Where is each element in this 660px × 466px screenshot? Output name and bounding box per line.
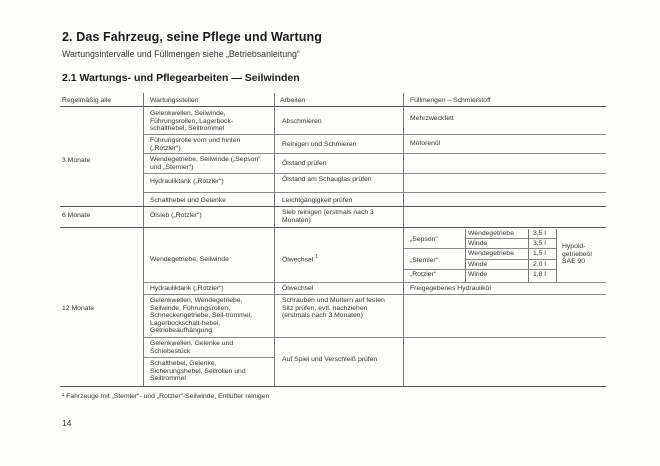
make-sepson: „Sepson“ xyxy=(410,236,438,243)
row-fuell: Freigegebenes Hydrauliköl xyxy=(410,285,491,292)
qty: 3,5 l xyxy=(533,230,546,237)
qty: 1,8 l xyxy=(533,271,546,278)
row-stellen: Wendegetriebe, Seilwinde xyxy=(150,256,229,263)
header-interval: Regelmäßig alle xyxy=(62,97,112,104)
row-divider xyxy=(143,134,606,135)
page-subtitle: Wartungsintervalle und Füllmengen siehe „Betriebsanleitung“ xyxy=(62,49,300,59)
part: Winde xyxy=(468,240,488,247)
row-divider xyxy=(143,294,606,295)
row-stellen: Hydrauliktank („Rotzler“) xyxy=(150,285,224,292)
row-arbeiten: Ölwechsel $^1$ xyxy=(282,254,319,264)
row-stellen: Hydrauliktank („Rotzler“) xyxy=(150,178,224,185)
row-divider xyxy=(143,192,606,193)
row-stellen: Gelenkwellen, Seilwinde, Führungsrollen, Lagerbock-schalthebel, Seiltrommel xyxy=(150,110,234,133)
row-stellen: Schalthebel, Gelenke, Sicherungshebel, Seilrollen und Seiltrommel xyxy=(150,360,246,383)
part: Wendegetriebe xyxy=(468,250,514,257)
subtable-divider xyxy=(465,238,556,239)
row-stellen: Ölsieb („Rotzler“) xyxy=(150,212,202,219)
part: Winde xyxy=(468,271,488,278)
make-stemler: „Stemler“ xyxy=(410,257,438,264)
row-stellen: Führungsrolle vorn und hinten („Rotzler“) xyxy=(150,137,241,152)
section-heading: 2.1 Wartungs- und Pflegearbeiten — Seilwinden xyxy=(62,72,300,84)
interval-6-months: 6 Monate xyxy=(62,212,91,219)
row-arbeiten: Ölstand prüfen xyxy=(282,160,327,167)
footnote: ¹ Fahrzeuge mit „Stemler“- und „Rotzler“-Seilwinde, Entlüfter reinigen xyxy=(62,393,270,400)
subtable-divider xyxy=(403,248,556,249)
row-divider xyxy=(60,206,606,207)
row-arbeiten: Ölstand am Schauglas prüfen xyxy=(282,176,372,183)
row-arbeiten: Sieb reinigen (erstmals nach 3 Monaten) xyxy=(282,209,374,224)
row-arbeiten: Abschmieren xyxy=(282,118,322,125)
column-divider xyxy=(143,93,144,387)
header-divider xyxy=(60,106,606,107)
row-arbeiten: Leichtgängigkeit prüfen xyxy=(282,197,353,204)
part: Wendegetriebe xyxy=(468,230,514,237)
row-arbeiten: Schrauben und Muttern auf festen Sitz prüfen, evtl. nachziehen (erstmals nach 3 Monaten) xyxy=(282,297,385,320)
row-divider xyxy=(143,153,606,154)
qty: 3,5 l xyxy=(533,240,546,247)
qty: 1,5 l xyxy=(533,250,546,257)
subtable-divider xyxy=(465,259,556,260)
part: Winde xyxy=(468,261,488,268)
row-stellen: Gelenkwellen, Wendegetriebe, Seilwinde, Führungsrollen, Schneckengetriebe, Seil-trommel, Lagerbockschalt-hebel, Getriebeaufhängung xyxy=(150,297,252,335)
row-arbeiten: Reinigen und Schmieren xyxy=(282,141,357,148)
subtable-divider xyxy=(556,229,557,282)
interval-12-months: 12 Monate xyxy=(62,305,95,312)
table-bottom-border xyxy=(60,386,606,387)
qty: 2,0 l xyxy=(533,261,546,268)
row-divider xyxy=(143,282,606,283)
row-fuell: Mehrzweckfett xyxy=(410,115,454,122)
page-heading: 2. Das Fahrzeug, seine Pflege und Wartung xyxy=(62,30,322,44)
header-fuellmengen: Füllmengen – Schmierstoff xyxy=(410,97,491,104)
row-arbeiten: Auf Spiel und Verschleiß prüfen xyxy=(282,356,378,363)
make-rotzler: „Rotzler“ xyxy=(410,271,437,278)
subtable-divider xyxy=(528,229,529,282)
oil-type: Hypoid-getriebeöl SAE 90 xyxy=(562,243,592,266)
row-stellen: Schalthebel und Gelenke xyxy=(150,197,226,204)
row-divider xyxy=(143,173,606,174)
column-divider xyxy=(403,93,404,387)
row-divider xyxy=(60,227,606,228)
subtable-divider xyxy=(403,269,556,270)
subtable-divider xyxy=(465,229,466,282)
column-divider xyxy=(274,93,275,387)
header-stellen: Wartungsstellen xyxy=(150,97,199,104)
row-stellen: Gelenkwellen, Gelenke und Schiebestück xyxy=(150,340,234,355)
row-divider xyxy=(143,337,606,338)
header-arbeiten: Arbeiten xyxy=(280,97,306,104)
interval-3-months: 3 Monate xyxy=(62,157,91,164)
page-number: 14 xyxy=(62,418,72,428)
row-arbeiten: Ölwechsel xyxy=(282,285,314,292)
row-divider xyxy=(143,357,274,358)
row-stellen: Wendegetriebe, Seilwinde („Sepson“ und „Stemler“) xyxy=(150,156,261,171)
row-fuell: Motorenöl xyxy=(410,140,441,147)
